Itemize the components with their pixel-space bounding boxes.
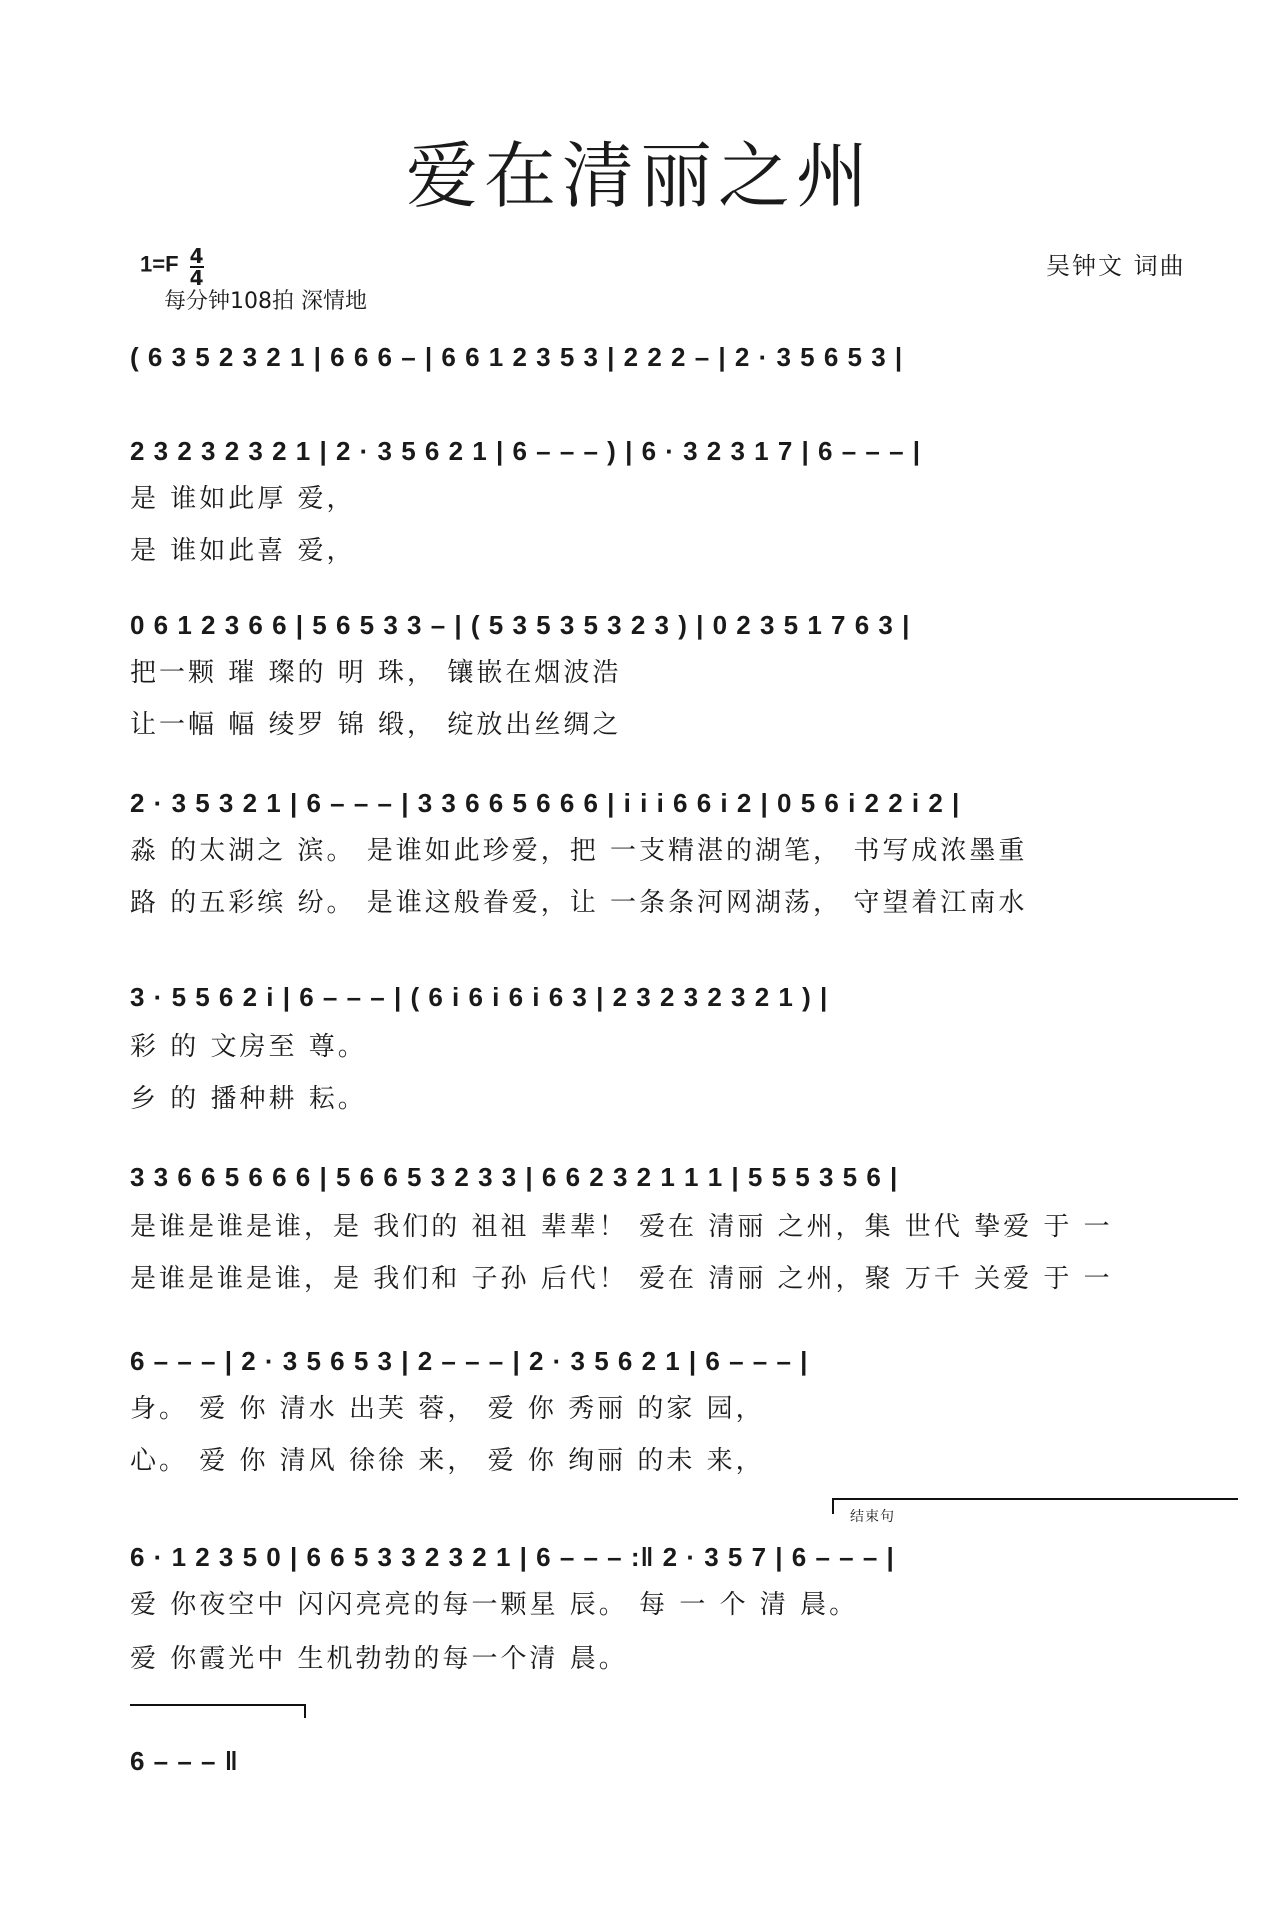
notation-line-3: 0 6 1 2 3 6 6 | 5 6 5 3 3 – | ( 5 3 5 3 5 3 2 3 ) | 0 2 3 5 1 7 6 3 | [130,610,911,640]
lyric-line-2-verse-2: 是 谁如此喜 爱， [130,536,356,566]
lyric-line-2-verse-1: 是 谁如此厚 爱， [130,484,356,514]
ending-label: 结束句 [850,1509,895,1525]
notation-line-9: 6 – – – ‖ [130,1746,239,1776]
notation-line-4: 2 · 3 5 3 2 1 | 6 – – – | 3 3 6 6 5 6 6 6 | i i i 6 6 i 2 | 0 5 6 i 2 2 i 2 | [130,788,961,818]
lyric-line-7-verse-1: 身。 爱 你 清水 出芙 蓉， 爱 你 秀丽 的家 园， [130,1394,765,1424]
lyric-line-7-verse-2: 心。 爱 你 清风 徐徐 来， 爱 你 绚丽 的未 来， [130,1446,765,1476]
lyric-line-6-verse-1: 是谁是谁是谁，是 我们的 祖祖 辈辈！ 爱在 清丽 之州，集 世代 挚爱 于 一 [130,1212,1113,1242]
lyric-line-8-verse-2: 爱 你霞光中 生机勃勃的每一个清 晨。 [130,1644,628,1674]
song-title: 爱在清丽之州 [405,134,874,218]
key-meter [140,246,204,288]
notation-line-2: 2 3 2 3 2 3 2 1 | 2 · 3 5 6 2 1 | 6 – – – ) | 6 · 3 2 3 1 7 | 6 – – – | [130,436,922,466]
lyric-line-4-verse-2: 路 的五彩缤 纷。 是谁这般眷爱，让 一条条河网湖荡， 守望着江南水 [130,888,1028,918]
key-signature: 1=F [140,251,179,277]
lyric-line-6-verse-2: 是谁是谁是谁，是 我们和 子孙 后代！ 爱在 清丽 之州，聚 万千 关爱 于 一 [130,1264,1113,1294]
notation-line-5: 3 · 5 5 6 2 i | 6 – – – | ( 6 i 6 i 6 i 6 3 | 2 3 2 3 2 3 2 1 ) | [130,982,829,1012]
notation-line-8: 6 · 1 2 3 5 0 | 6 6 5 3 3 2 3 2 1 | 6 – – – :‖ 2 · 3 5 7 | 6 – – – | [130,1542,895,1572]
tempo-marking: 每分钟108拍 深情地 [164,289,367,314]
lyric-line-3-verse-1: 把一颗 璀 璨的 明 珠， 镶嵌在烟波浩 [130,658,622,688]
time-signature-bottom: 4 [189,266,204,290]
time-signature-top: 4 [189,244,204,268]
ending-bracket-tick [832,1498,834,1514]
final-ending-bracket-tick [304,1704,306,1718]
notation-line-7: 6 – – – | 2 · 3 5 6 5 3 | 2 – – – | 2 · 3 5 6 2 1 | 6 – – – | [130,1346,809,1376]
composer-credit: 吴钟文 词曲 [1046,252,1186,280]
lyric-line-4-verse-1: 淼 的太湖之 滨。 是谁如此珍爱，把 一支精湛的湖笔， 书写成浓墨重 [130,836,1028,866]
lyric-line-3-verse-2: 让一幅 幅 绫罗 锦 缎， 绽放出丝绸之 [130,710,622,740]
lyric-line-8-verse-1: 爱 你夜空中 闪闪亮亮的每一颗星 辰。 每 一 个 清 晨。 [130,1590,859,1620]
final-ending-bracket-line [130,1704,306,1706]
notation-line-6: 3 3 6 6 5 6 6 6 | 5 6 6 5 3 2 3 3 | 6 6 2 3 2 1 1 1 | 5 5 5 3 5 6 | [130,1162,899,1192]
lyric-line-5-verse-2: 乡 的 播种耕 耘。 [130,1084,367,1114]
ending-bracket-line [832,1498,1238,1500]
notation-line-1: ( 6 3 5 2 3 2 1 | 6 6 6 – | 6 6 1 2 3 5 3 | 2 2 2 – | 2 · 3 5 6 5 3 | [130,342,904,372]
time-signature [190,246,204,288]
lyric-line-5-verse-1: 彩 的 文房至 尊。 [130,1032,367,1062]
